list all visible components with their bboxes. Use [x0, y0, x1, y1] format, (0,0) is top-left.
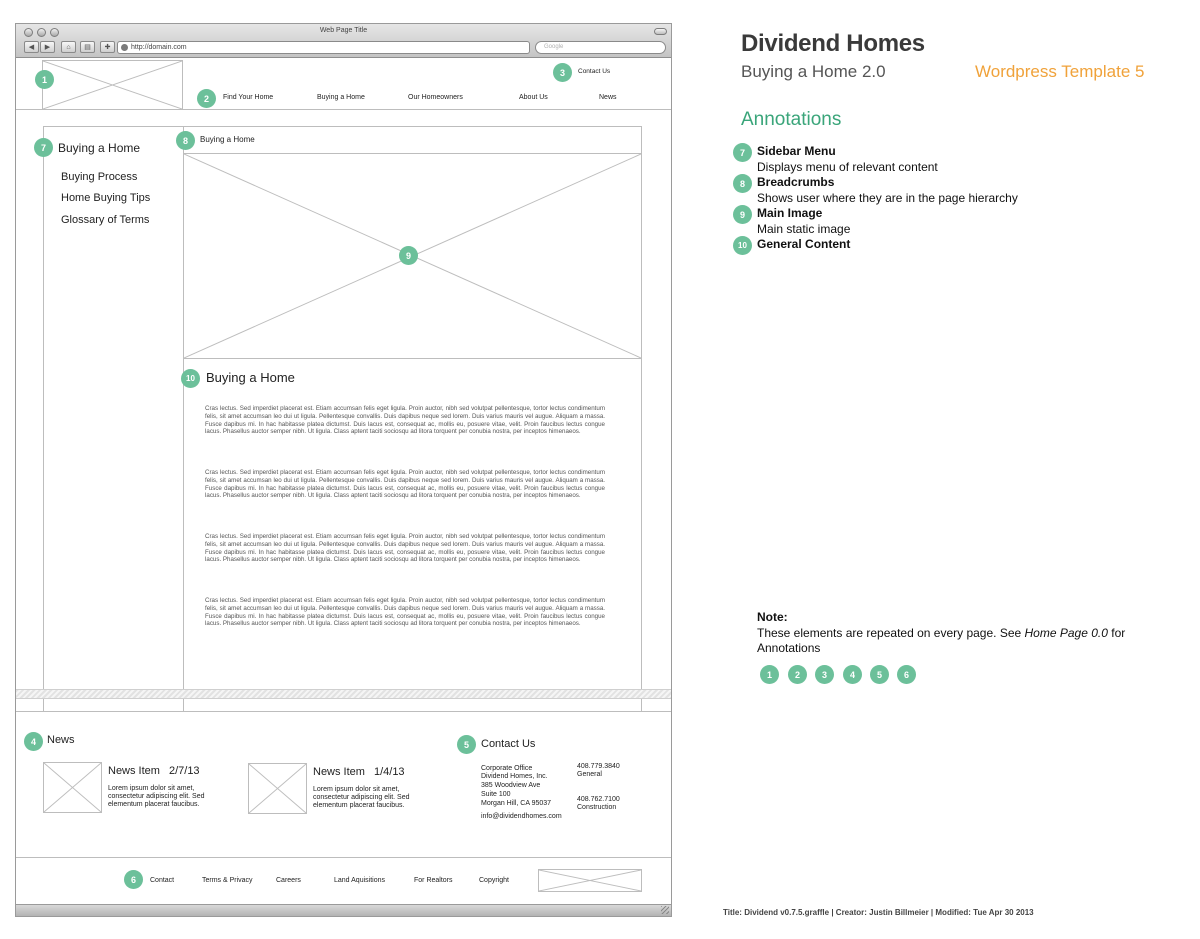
- template-label: Wordpress Template 5: [975, 62, 1145, 81]
- footer-link-terms-privacy[interactable]: Terms & Privacy: [202, 877, 253, 884]
- badge-2: 2: [197, 89, 216, 108]
- news-top-border: [16, 711, 671, 712]
- content-paragraph-3: Cras lectus. Sed imperdiet placerat est. Etiam accumsan felis eget ligula. Proin auctor, nibh sed volutpat pellentesque, tortor lectus condimentum felis, sit amet accumsan leo dui ut ligula. Pellentesque convallis. Duis dapibus neque sed lorem. Duis varius mauris vel augue. Aliquam a massa. Fusce dapibus mi. In hac habitasse platea dictumst. Duis lacus est, consequat ac, mollis eu, posuere vitae, velit. Proin faucibus lectus congue lacus. Phasellus auctor semper nibh. Ut ligula. Class aptent taciti sociosqu ad litora torquent per conubia nostra, per inceptos himenaeos.: [205, 533, 605, 564]
- breadcrumb[interactable]: Buying a Home: [200, 135, 255, 144]
- annotation-title-breadcrumbs: Breadcrumbs: [757, 175, 835, 189]
- content-paragraph-1: Cras lectus. Sed imperdiet placerat est. Etiam accumsan felis eget ligula. Proin auctor, nibh sed volutpat pellentesque, tortor lectus condimentum felis, sit amet accumsan leo dui ut ligula. Pellentesque convallis. Duis dapibus neque sed lorem. Duis varius mauris vel augue. Aliquam a massa. Fusce dapibus mi. In hac habitasse platea dictumst. Duis lacus est, consequat ac, mollis eu, posuere vitae, velit. Proin faucibus lectus congue lacus. Phasellus auctor semper nibh. Ut ligula. Class aptent taciti sociosqu ad litora torquent per conubia nostra, per inceptos himenaeos.: [205, 405, 605, 436]
- note-text-before: These elements are repeated on every page. See: [757, 626, 1025, 640]
- print-button[interactable]: [80, 41, 95, 53]
- document-title: Dividend Homes: [741, 30, 925, 57]
- news-item-1-body: Lorem ipsum dolor sit amet, consectetur adipiscing elit. Sed elementum placerat faucibus.: [108, 785, 205, 808]
- note-title: Note:: [757, 610, 788, 624]
- printer-icon: ▤: [84, 44, 91, 51]
- sidebar-item-home-buying-tips[interactable]: Home Buying Tips: [61, 192, 151, 204]
- browser-titlebar: [16, 24, 671, 58]
- annotation-desc-main-image: Main static image: [757, 222, 851, 236]
- footer-logo-placeholder: [538, 869, 642, 892]
- annotation-title-general-content: General Content: [757, 237, 851, 251]
- badge-10: 10: [181, 369, 200, 388]
- badge-4: 4: [24, 732, 43, 751]
- news-thumb-1[interactable]: [43, 762, 102, 813]
- note-badge-4: 4: [843, 665, 862, 684]
- contact-address-3: 385 Woodview Ave: [481, 782, 541, 789]
- nav-buying-a-home[interactable]: Buying a Home: [317, 94, 365, 101]
- url-bar[interactable]: [117, 41, 530, 54]
- news-item-2-body: Lorem ipsum dolor sit amet, consectetur adipiscing elit. Sed elementum placerat faucibus.: [313, 786, 410, 809]
- footer-link-contact[interactable]: Contact: [150, 877, 175, 884]
- contact-phone-general-label: General: [577, 771, 602, 778]
- note-link-home-page: Home Page 0.0: [1024, 626, 1108, 640]
- annotation-badge-8: 8: [733, 174, 752, 193]
- note-text: [757, 626, 1147, 656]
- news-item-2-title[interactable]: [313, 766, 405, 778]
- back-button[interactable]: [24, 41, 39, 53]
- document-meta: Title: Dividend v0.7.5.graffle | Creator: Justin Billmeier | Modified: Tue Apr 30 2013: [723, 908, 1034, 917]
- badge-3: 3: [553, 63, 572, 82]
- annotation-desc-breadcrumbs: Shows user where they are in the page hierarchy: [757, 191, 1018, 205]
- document-subtitle: Buying a Home 2.0: [741, 62, 886, 81]
- nav-about-us[interactable]: About Us: [519, 94, 548, 101]
- page-break-band: [16, 689, 671, 699]
- footer-top-border: [16, 857, 671, 858]
- window-title: Web Page Title: [319, 27, 368, 34]
- plus-icon: ✚: [104, 44, 111, 51]
- contact-address-1: Corporate Office: [481, 765, 533, 772]
- news-item-2-label: News Item: [313, 766, 365, 778]
- contact-email-link[interactable]: info@dividendhomes.com: [481, 813, 562, 820]
- forward-arrow-icon: ▶: [44, 44, 51, 51]
- forward-button[interactable]: [40, 41, 55, 53]
- footer-link-for-realtors[interactable]: For Realtors: [414, 877, 453, 884]
- contact-us-link[interactable]: Contact Us: [578, 68, 611, 75]
- news-title: News: [47, 734, 75, 746]
- contact-address-5: Morgan Hill, CA 95037: [481, 800, 552, 807]
- annotation-badge-10: 10: [733, 236, 752, 255]
- url-text: http://domain.com: [131, 44, 187, 51]
- badge-7: 7: [34, 138, 53, 157]
- contact-phone-construction[interactable]: 408.762.7100: [577, 796, 620, 803]
- contact-phone-general[interactable]: 408.779.3840: [577, 763, 620, 770]
- content-top-border: [43, 126, 642, 127]
- content-left-border: [43, 126, 44, 711]
- globe-icon: [121, 44, 128, 51]
- contact-address-4: Suite 100: [481, 791, 511, 798]
- note-badge-5: 5: [870, 665, 889, 684]
- contact-title: Contact Us: [481, 738, 536, 750]
- home-icon: ⌂: [66, 43, 71, 51]
- footer-link-careers[interactable]: Careers: [276, 877, 301, 884]
- annotation-title-sidebar-menu: Sidebar Menu: [757, 144, 836, 158]
- badge-5: 5: [457, 735, 476, 754]
- note-badge-6: 6: [897, 665, 916, 684]
- home-button[interactable]: [61, 41, 76, 53]
- contact-address-2: Dividend Homes, Inc.: [481, 773, 548, 780]
- news-thumb-2[interactable]: [248, 763, 307, 814]
- news-item-2-date: 1/4/13: [373, 766, 405, 778]
- sidebar-item-glossary-of-terms[interactable]: Glossary of Terms: [61, 214, 150, 226]
- annotation-badge-9: 9: [733, 205, 752, 224]
- content-paragraph-4: Cras lectus. Sed imperdiet placerat est. Etiam accumsan felis eget ligula. Proin auctor, nibh sed volutpat pellentesque, tortor lectus condimentum felis, sit amet accumsan leo dui ut ligula. Pellentesque convallis. Duis dapibus neque sed lorem. Duis varius mauris vel augue. Aliquam a massa. Fusce dapibus mi. In hac habitasse platea dictumst. Duis lacus est, consequat ac, mollis eu, posuere vitae, velit. Proin faucibus lectus congue lacus. Phasellus auctor semper nibh. Ut ligula. Class aptent taciti sociosqu ad litora torquent per conubia nostra, per inceptos himenaeos.: [205, 597, 605, 628]
- sidebar-item-buying-process[interactable]: Buying Process: [61, 171, 138, 183]
- resize-grip-icon[interactable]: [661, 906, 669, 914]
- content-paragraph-2: Cras lectus. Sed imperdiet placerat est. Etiam accumsan felis eget ligula. Proin auctor, nibh sed volutpat pellentesque, tortor lectus condimentum felis, sit amet accumsan leo dui ut ligula. Pellentesque convallis. Duis dapibus neque sed lorem. Duis varius mauris vel augue. Aliquam a massa. Fusce dapibus mi. In hac habitasse platea dictumst. Duis lacus est, consequat ac, mollis eu, posuere vitae, velit. Proin faucibus lectus congue lacus. Phasellus auctor semper nibh. Ut ligula. Class aptent taciti sociosqu ad litora torquent per conubia nostra, per inceptos himenaeos.: [205, 469, 605, 500]
- annotation-badge-7: 7: [733, 143, 752, 162]
- badge-8: 8: [176, 131, 195, 150]
- badge-1: 1: [35, 70, 54, 89]
- footer-link-copyright[interactable]: Copyright: [479, 877, 509, 884]
- browser-search-input[interactable]: Google: [535, 41, 666, 54]
- news-item-1-title[interactable]: [108, 765, 200, 777]
- nav-our-homeowners[interactable]: Our Homeowners: [408, 94, 463, 101]
- contact-phone-construction-label: Construction: [577, 804, 617, 811]
- nav-find-your-home[interactable]: Find Your Home: [223, 94, 274, 101]
- add-bookmark-button[interactable]: [100, 41, 115, 53]
- note-badge-1: 1: [760, 665, 779, 684]
- news-item-1-date: 2/7/13: [168, 765, 200, 777]
- nav-news[interactable]: News: [599, 94, 617, 101]
- toolbar-toggle-button[interactable]: [654, 28, 667, 35]
- note-text-after: for Annotations: [757, 626, 1126, 655]
- annotation-desc-sidebar-menu: Displays menu of relevant content: [757, 160, 938, 174]
- content-heading: Buying a Home: [206, 370, 295, 385]
- footer-link-land-aquisitions[interactable]: Land Aquisitions: [334, 877, 385, 884]
- annotations-header: Annotations: [741, 109, 842, 130]
- note-badge-2: 2: [788, 665, 807, 684]
- annotation-title-main-image: Main Image: [757, 206, 823, 220]
- badge-6: 6: [124, 870, 143, 889]
- badge-9: 9: [399, 246, 418, 265]
- sidebar-title: Buying a Home: [58, 141, 141, 155]
- back-arrow-icon: ◀: [28, 44, 35, 51]
- browser-status-bar: [16, 904, 671, 916]
- logo-placeholder[interactable]: [42, 60, 183, 110]
- news-item-1-label: News Item: [108, 765, 160, 777]
- note-badge-3: 3: [815, 665, 834, 684]
